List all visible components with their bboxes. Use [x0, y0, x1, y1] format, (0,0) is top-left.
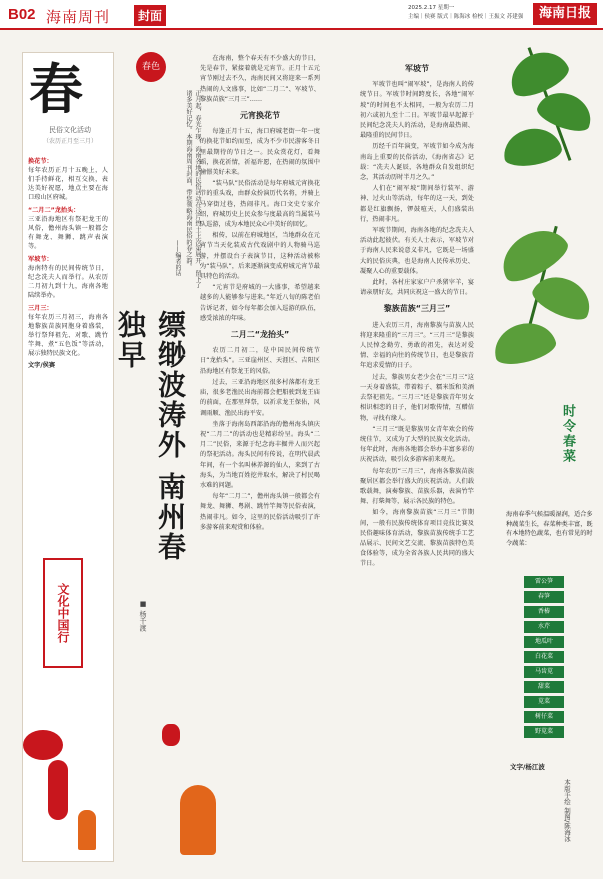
- article-column-left: [200, 54, 320, 864]
- newspaper-logo: 海南日报: [533, 3, 597, 25]
- veg-tag: 水芹: [524, 621, 564, 633]
- weekly-title: 海南周刊: [46, 8, 111, 26]
- paragraph: 过去，三亚沿海地区很多村落都有龙王庙，很多老渔民出海前都会把船驶到龙王庙的前面，在那里拜祭，以祈求龙王保佑，风调雨顺、渔民出海平安。: [200, 378, 320, 417]
- section-title: 军坡节: [405, 64, 429, 73]
- sidebar-title: 民俗文化活动: [49, 126, 91, 134]
- veg-tag-list: [524, 576, 574, 741]
- veg-tag: 树仔菜: [524, 711, 564, 723]
- sidebar-item-text: 每年农历三月初三，海南各地黎族苗族同胞身着盛装，举行祭拜祖先、对歌、跳竹竿舞、煮“五色饭”等活动，展示独特民族文化。: [28, 314, 108, 357]
- veg-tag: 野苋菜: [524, 726, 564, 738]
- editor-note-caption: ——编者的话: [174, 240, 181, 276]
- dragon-dance-illustration: [18, 720, 128, 870]
- spring-badge: 春色: [136, 52, 166, 82]
- paragraph: 此时，各村庄家家户户杀猪宰羊，宴请亲朋好友，共同庆祝这一盛大的节日。: [360, 279, 474, 297]
- sidebar-subtitle: （农历正月至三月）: [42, 138, 97, 145]
- section-title: 二月二“龙抬头”: [230, 330, 290, 340]
- veg-tag: 香椿: [524, 606, 564, 618]
- veg-tag: 春笋: [524, 591, 564, 603]
- veg-tag: 地瓜叶: [524, 636, 564, 648]
- paragraph: 过去，黎族男女老少会在“三月三”这一天身着盛装，带着粽子、糯米饭和美酒去祭祀祖先。“三月三”还是黎族青年男女相识相恋的日子，他们对歌传情，互赠信物，寻找有缘人。: [360, 373, 474, 422]
- veg-tag: 苋菜: [524, 696, 564, 708]
- sidebar-item: [28, 255, 108, 300]
- masthead: [0, 0, 603, 30]
- veg-tag: 马齿苋: [524, 666, 564, 678]
- veg-tag: 雷公笋: [524, 576, 564, 588]
- sidebar-item-heading: 换花节：: [28, 158, 53, 165]
- paragraph: 每年“二月二”，儋州海头镇一般都会有舞龙、舞狮、粤剧、跳竹竿舞等民俗表演，热闹非凡。如今，这里的民俗活动吸引了许多游客前来观赏和体验。: [200, 493, 320, 531]
- seasonal-veg-intro: 海南春季气候温暖湿润，适合多种蔬菜生长，春菜种类丰富，既有本地特色蔬菜，也有常见的时令蔬菜：: [506, 511, 593, 547]
- sidebar-item: [28, 157, 108, 202]
- dancer-figure: [78, 810, 96, 850]
- paragraph: “元宵节是府城的一大盛事，希望越来越多的人能够参与进来。”年近八旬的陈老伯告诉记者，如今每年都会加入巡游的队伍，感受浓浓的年味。: [200, 284, 320, 322]
- editor-credits: 主编｜侯赛 版式｜陈海冰 检校｜王振文 苏建强: [408, 14, 524, 20]
- paragraph: 坐落于海南岛西部沿海的儋州海头镇庆祝“二月二”的活动也是精彩纷呈。海头“二月二”民俗，来源于纪念海丰掘井人而兴起的祭祀活动。海头民间有传说，在明代晨武年间，有一个名叫林养源的仙人，来到了古海头，为当地百姓挖井取水，解决了村民喝水难的问题。: [200, 420, 320, 489]
- veg-leaf: [500, 124, 563, 170]
- page-number: B02: [8, 6, 36, 23]
- article-column-right: [360, 64, 474, 864]
- paragraph: 进入农历三月，海南黎族与苗族人民将迎来隆重的“三月三”。“三月三”是黎族人民悼念勤劳、勇敢的祖先，表达对爱情、幸福的向往的传统节日，也是黎族青年追求爱情的日子。: [360, 321, 474, 370]
- veg-credit: 文字/杨江波: [510, 763, 545, 771]
- article-headline: 缥缈波涛外 南州春独早: [114, 310, 187, 562]
- article-byline: ■ 杨千渡: [139, 600, 147, 632]
- seasonal-vegetables-panel: [478, 34, 603, 879]
- sidebar-item-heading: 军坡节：: [28, 256, 53, 263]
- paragraph: 军坡节期间，海南各地的纪念冼夫人活动此起彼伏。有关人士表示，军坡节对于海南人民来说意义非凡，它既是一场盛大的民俗庆典，也是海南人民传承历史、凝聚人心的重要载体。: [360, 227, 474, 275]
- editor-intro: 正月起，春光乍现。海南各地的民俗活动在这片热土上次第展开，留下了诸多美好记忆。本期海南周刊封面，带您领略海南民俗的春之韵。: [185, 90, 201, 289]
- dragon-body-shape: [48, 760, 68, 820]
- sidebar-item-heading: “二月二”龙抬头：: [28, 207, 80, 214]
- paragraph: 每逢正月十五，海口府城老街一年一度的换花节如约而至，成为不少市民游客冬日里最期待的节日之一。民众赏花灯，看舞蹈，换花祈情，祈福许愿，在热闹的氛围中憧憬美好未来。: [200, 128, 320, 177]
- veg-leaf: [489, 317, 559, 370]
- sidebar-item: [28, 304, 108, 358]
- paragraph: “三月三”既是黎族男女青年欢会的传统佳节，又成为了大型的民族文化活动。每年此时，海南各地都会举办丰富多彩的庆祝活动，吸引众多游客前来观光。: [360, 425, 474, 464]
- spring-character: 春: [29, 57, 83, 121]
- paragraph: 军坡节也叫“闹军坡”，是海南人的传统节日。军坡节时间跨度长，各地“闹军坡”的时间也不太相同，一般为农历二月初六或初九至十二日。军坡节最早起源于民间纪念冼夫人的活动，是海南最热闹、最隆重的民间节日。: [360, 81, 474, 140]
- lantern-icon: [162, 724, 180, 746]
- paragraph: 人们在“闹军坡”期间举行装军、游神、过火山等活动，每年的这一天，到处都是红旗飘扬，锣鼓喧天，人们盛装出行，热闹非凡。: [360, 185, 474, 223]
- paragraph: 农历二月初二，是中国民间传统节日“龙抬头”。三亚崖州区、天涯区、吉阳区沿海地区有祭龙王的风俗。: [200, 347, 320, 375]
- culture-china-stamp: 文化中国行: [43, 558, 83, 668]
- edition-date: 2025.2.17 星期一: [408, 5, 455, 11]
- paragraph: 在海南，整个春天有不少盛大的节日，先是春节，紧接着就是元宵节。正月十五元宵节刚过去不久，海南民间又将迎来一系列热闹的人文盛事，比如“二月二”、军坡节、黎族苗族“三月三”……: [200, 55, 320, 103]
- section-badge: 封面: [134, 5, 166, 26]
- paragraph: 历经千百年演变，军坡节如今成为海南岛上重要的民俗活动，《海南省志》记载：“冼夫人诞辰，各地群众自发组织纪念，其活动历时半月之久。”: [360, 143, 474, 182]
- section-title: 黎族苗族“三月三”: [383, 304, 451, 314]
- sidebar-credit: 文字/侯赛: [28, 362, 56, 369]
- sidebar-items: [28, 153, 108, 370]
- paragraph: 相传，以前在府城地区，当地群众在元宵节当天化装成古代戏剧中的人物骑马巡游，并摆设台子表演节目，这种活动被称为“装马队”，后来逐渐演变成府城元宵节最具特色的活动。: [200, 232, 320, 281]
- dragon-head-shape: [23, 730, 63, 760]
- sidebar-item-text: 每年农历正月十五晚上，人们手持鲜花，相互交换，表达美好祝愿，地点主要在海口琼山区府城。: [28, 167, 108, 201]
- edition-meta: [408, 4, 528, 22]
- veg-leaf: [528, 268, 598, 326]
- section-title: 元宵换花节: [240, 111, 280, 121]
- sidebar-item-heading: 三月三：: [28, 305, 53, 312]
- paragraph: 每年农历“三月三”，海南各黎族苗族聚居区都会举行盛大的庆祝活动。人们载歌载舞，演奏黎族、苗族乐器，表演竹竿舞、打柴舞等，展示各民族的特色。: [360, 467, 474, 506]
- paragraph: “装马队”民俗活动是每年府城元宵换花节的重头戏，由群众扮演历代名将，并骑上马穿街过巷，热闹非凡。海口文史专家介绍，府城历史上民众参与度最高的当属装马队巡游，成为本地民众心中美好的回忆。: [200, 180, 320, 229]
- sidebar-item-text: 三亚沿海地区有祭祀龙王的风俗，儋州海头镇一般都会有舞龙、舞狮、跳声表演等。: [28, 216, 108, 250]
- sidebar-item-text: 海南特有的民间传统节日，纪念冼夫人而举行。从农历二月初九到十九，海南各地陆续举办。: [28, 265, 108, 299]
- paragraph: 如今，海南黎族苗族“三月三”节期间，一般有民族传统体育项目竞技比赛及民俗趣味体育活动，黎族苗族传统手工艺品展示、民间文艺交流、黎族苗族特色美食体验等，成为全省各族人民共同的盛大节日。: [360, 509, 474, 568]
- design-credit: 本版手绘 制图/陈海冰: [563, 779, 571, 842]
- veg-tag: 甜菜: [524, 681, 564, 693]
- veg-tag: 白花菜: [524, 651, 564, 663]
- sidebar-item: [28, 206, 108, 251]
- seasonal-veg-title: 时令春菜: [560, 404, 575, 464]
